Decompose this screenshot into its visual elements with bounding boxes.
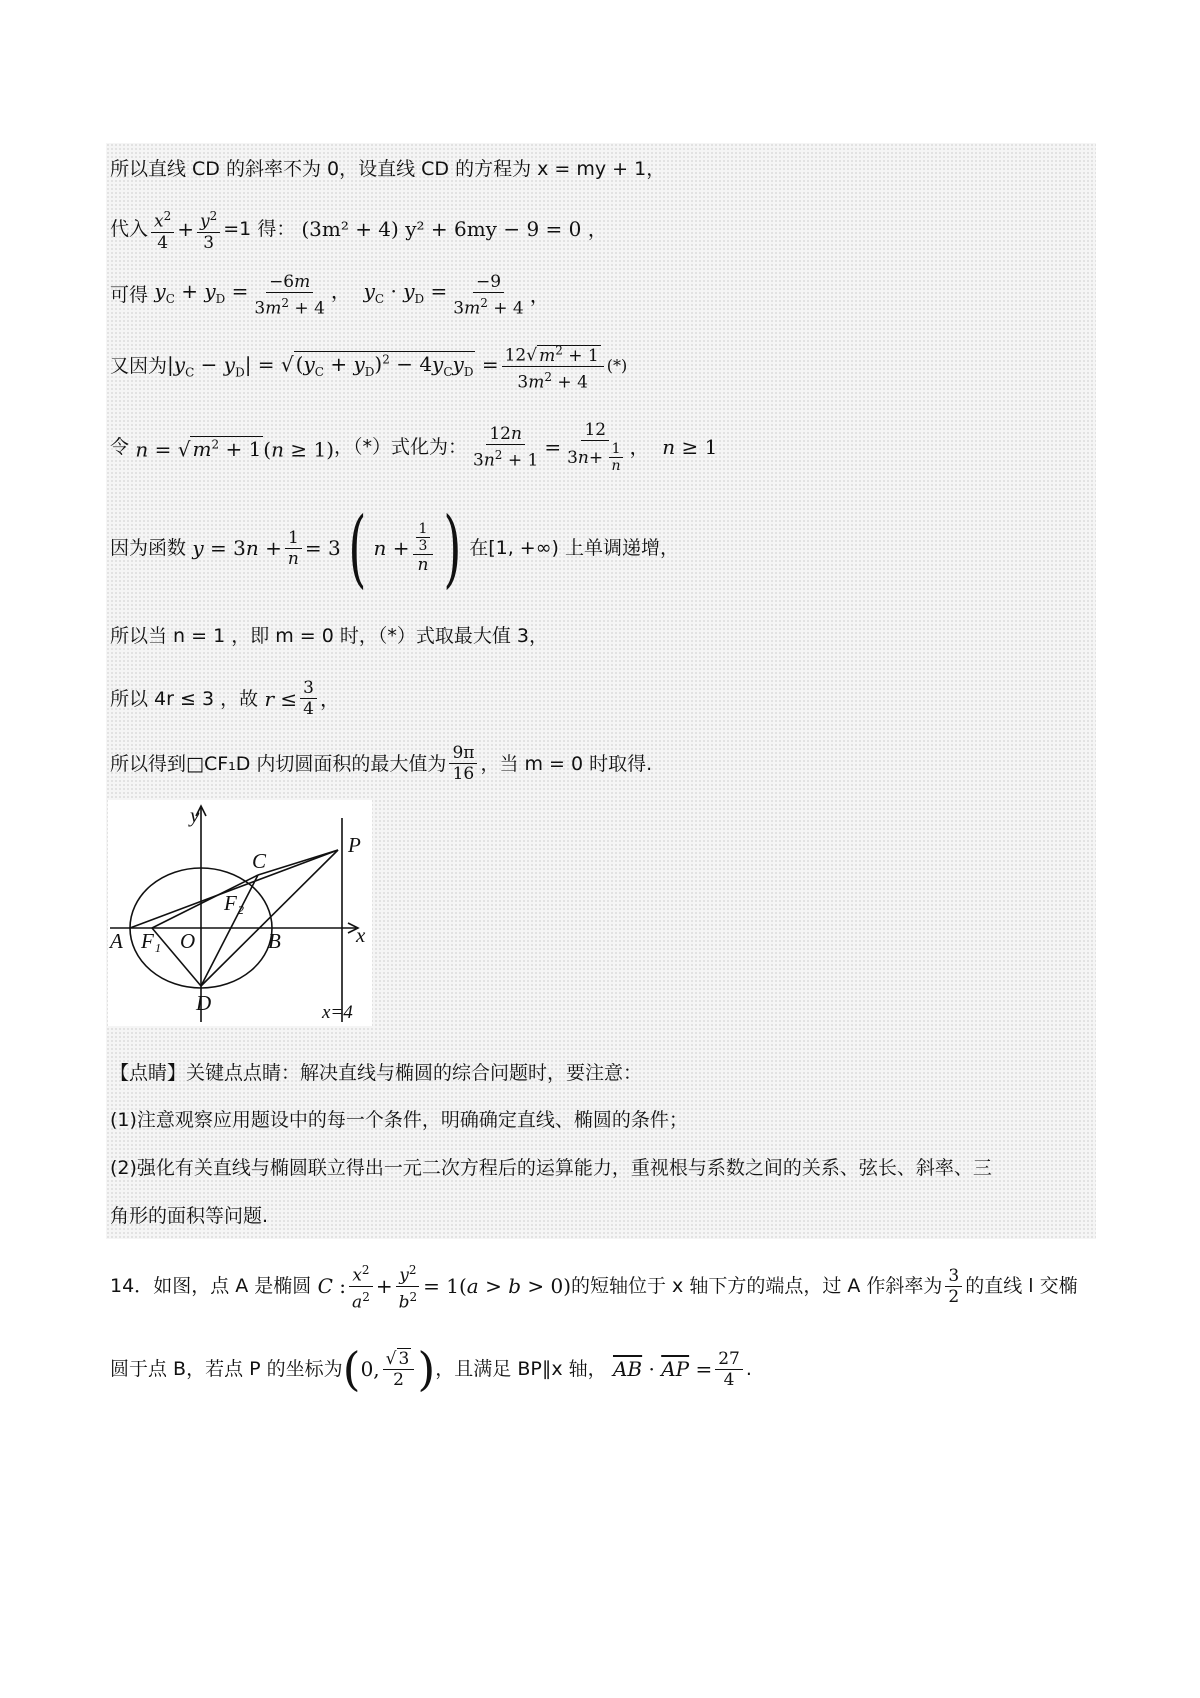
text: 又因为	[110, 355, 168, 378]
text: 所以得到□CF₁D 内切圆面积的最大值为	[110, 752, 447, 775]
text: 在[1, +∞) 上单调递增，	[469, 537, 679, 559]
label-F1: F₁	[141, 929, 162, 953]
label-x: x	[356, 923, 366, 947]
fraction: $\frac{x^2}{4}$	[151, 206, 174, 253]
equation: (3m² + 4) y² + 6my − 9 = 0 ，	[301, 217, 608, 242]
fraction: $\frac{y^2}{b^2}$	[396, 1260, 421, 1312]
fraction: $\frac{\frac{1}{3}}{n}$	[413, 521, 434, 575]
fraction: $\frac{√ 3}{2}$	[383, 1349, 415, 1390]
text: 所以 4r ≤ 3 ，故	[110, 687, 259, 710]
problem-number: 14．	[110, 1275, 154, 1298]
text: 【点睛】关键点点睛：解决直线与椭圆的综合问题时，要注意：	[110, 1062, 643, 1084]
text: 代入	[110, 218, 149, 241]
review-point-1	[110, 1107, 688, 1133]
review-title	[110, 1060, 642, 1086]
text: ，且满足 BP∥x 轴，	[435, 1358, 607, 1380]
text: 因为函数	[110, 537, 187, 559]
ellipse-figure	[108, 800, 372, 1026]
label-F2: F₂	[224, 891, 245, 915]
fraction: $\frac{27}{4}$	[715, 1349, 743, 1390]
solution-line-8: 所以 4r ≤ 3 ，故 r ≤ $\frac{3}{4}$ ，	[110, 678, 340, 719]
fraction: $\frac{12√ m^2 + 1}{3m^2 + 4}$	[502, 340, 604, 392]
label-y: y	[190, 803, 200, 827]
solution-line-1	[110, 156, 665, 182]
fraction: $\frac{3}{2}$	[945, 1266, 962, 1307]
review-point-2	[110, 1155, 992, 1181]
text: ，当 m = 0 时取得.	[480, 752, 653, 775]
solution-line-7	[110, 623, 548, 649]
text: =1 得：	[223, 218, 296, 241]
fraction: 12 3 n + $\frac{1}{n}$	[564, 420, 626, 474]
fraction: $\frac{-9}{3m^2 + 4}$	[453, 272, 524, 319]
fraction: $\frac{y^2}{3}$	[197, 206, 220, 253]
text: ，（*）式化为：	[334, 436, 468, 458]
problem-14-line-2: 圆于点 B，若点 P 的坐标为 ( 0, $\frac{√ 3}{2}$ ) ，且满足 BP∥x 轴， $\overline{AB} \cdot \overline{AP}$ = $\frac{27}{4}$ .	[110, 1342, 752, 1396]
text: 的短轴位于 x 轴下方的端点，过 A 作斜率为	[571, 1275, 943, 1298]
fraction: $\frac{3}{4}$	[300, 678, 317, 719]
text: 可得	[110, 284, 149, 307]
label-O: O	[180, 929, 196, 953]
text: 如图，点 A 是椭圆	[153, 1275, 312, 1298]
fraction: $\frac{1}{n}$	[285, 528, 302, 569]
text: (2)强化有关直线与椭圆联立得出一元二次方程后的运算能力，重视根与系数之间的关系、弦长、斜率、三	[110, 1157, 992, 1179]
fraction: $\frac{9\pi}{16}$	[449, 743, 477, 784]
solution-line-9	[110, 743, 652, 784]
text: .	[745, 1358, 752, 1380]
text: 所以当 n = 1 ，即 m = 0 时，（*）式取最大值 3，	[110, 625, 549, 647]
fraction: $\frac{-6m}{3m^2 + 4}$	[254, 272, 325, 319]
problem-14-line-1: 14． 如图，点 A 是椭圆 C : $\frac{x^2}{a^2}$ + $\frac{y^2}{b^2}$ = 1(a > b > 0) 的短轴位于 x 轴下方的端点，过 A 作斜率为 $\frac{3}{2}$ 的直线 l 交椭	[110, 1260, 1078, 1312]
solution-line-4: 又因为 $|y_C - y_D|$ = √ $(y_C + y_D)^2 - 4y_Cy_D$ = $\frac{12√ m^2 + 1}{3m^2 + 4}$ (*)	[110, 340, 627, 392]
label-A: A	[110, 929, 123, 953]
solution-line-6: 因为函数 y = 3n + $\frac{1}{n}$ = 3 ( n + $\frac{\frac{1}{3}}{n}$ ) 在[1, +∞) 上单调递增，	[110, 499, 679, 597]
text: (1)注意观察应用题设中的每一个条件，明确确定直线、椭圆的条件；	[110, 1109, 688, 1131]
label-B: B	[268, 929, 281, 953]
fraction: $\frac{x^2}{a^2}$	[349, 1260, 373, 1312]
text: 令	[110, 436, 130, 458]
solution-line-3: 可得 $y_C + y_D$ = $\frac{-6m}{3m^2 + 4}$ ， $y_C \cdot y_D$ = $\frac{-9}{3m^2 + 4}$ ，	[110, 272, 550, 319]
label-D: D	[196, 991, 212, 1015]
text: 圆于点 B，若点 P 的坐标为	[110, 1358, 343, 1380]
label-P: P	[348, 833, 361, 857]
text: 的直线 l 交椭	[965, 1275, 1078, 1298]
solution-line-5: 令 n = √ $m^2 + 1$ (n ≥ 1) ，（*）式化为： $\frac{12n}{3n^2 + 1}$ = 12 3 n + $\frac{1}{n}$ ， n ≥ 1	[110, 420, 718, 474]
label-x-equals-4: x=4	[322, 1002, 353, 1023]
review-point-2-cont	[110, 1203, 268, 1229]
solution-line-2: 代入 $\frac{x^2}{4}$ + $\frac{y^2}{3}$ =1 得： (3m² + 4) y² + 6my − 9 = 0 ，	[110, 206, 608, 253]
text: 角形的面积等问题.	[110, 1205, 269, 1227]
label-C: C	[252, 849, 267, 873]
fraction: $\frac{12n}{3n^2 + 1}$	[473, 423, 539, 471]
text: 所以直线 CD 的斜率不为 0，设直线 CD 的方程为 x = my + 1，	[110, 158, 666, 180]
